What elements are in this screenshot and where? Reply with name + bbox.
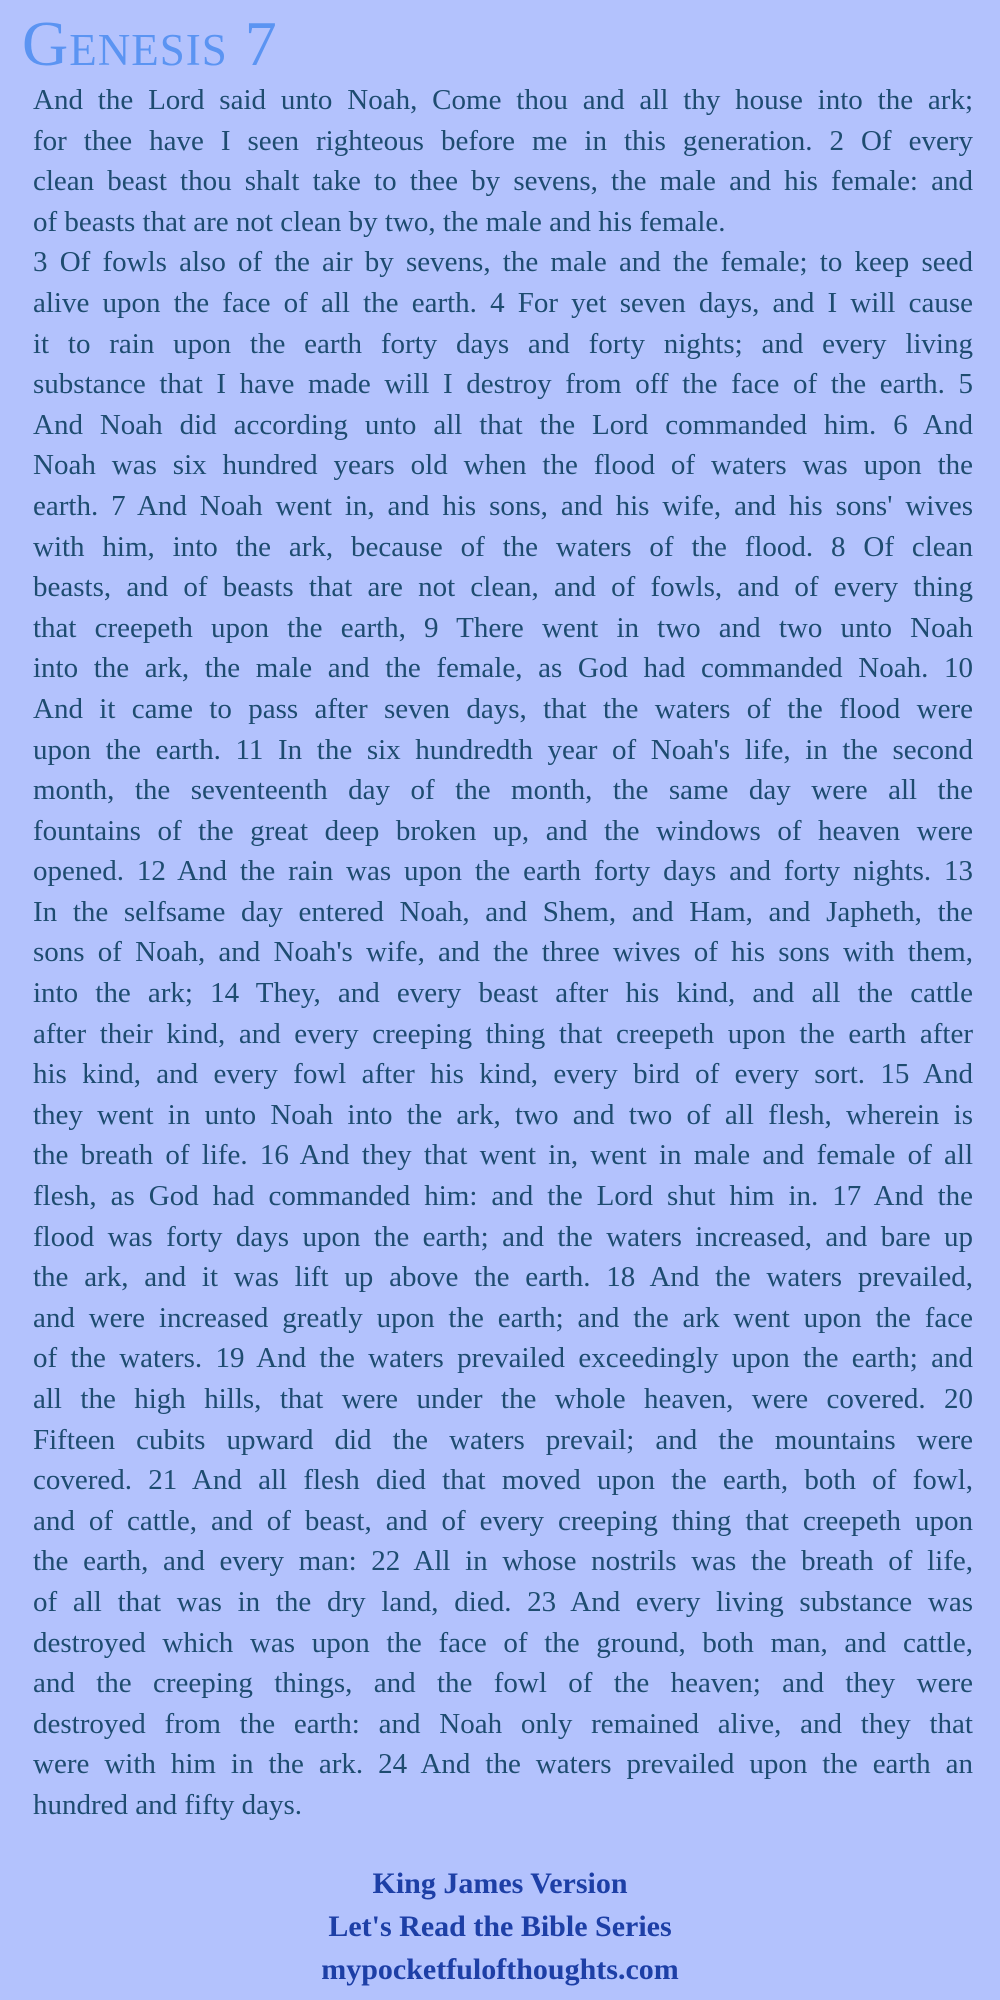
passage-line: earth. 7 And Noah went in, and his sons, and his wife, and his sons' wives: [33, 489, 973, 522]
passage-line: it to rain upon the earth forty days and forty nights; and every living: [33, 327, 973, 360]
passage-line: and of cattle, and of beast, and of every creeping thing that creepeth upon: [33, 1504, 973, 1537]
passage-line: fountains of the great deep broken up, and the windows of heaven were: [33, 814, 973, 847]
passage-line: month, the seventeenth day of the month, the same day were all the: [33, 774, 973, 807]
passage-line: Fifteen cubits upward did the waters prevail; and the mountains were: [33, 1423, 973, 1456]
footer-series: Let's Read the Bible Series: [328, 1910, 672, 1943]
passage-line: were with him in the ark. 24 And the waters prevailed upon the earth an: [33, 1748, 973, 1781]
passage-line: covered. 21 And all flesh died that moved upon the earth, both of fowl,: [33, 1464, 973, 1497]
passage-line: destroyed which was upon the face of the ground, both man, and cattle,: [33, 1626, 973, 1659]
passage-line: hundred and fifty days.: [33, 1788, 302, 1821]
passage-line: of all that was in the dry land, died. 23 And every living substance was: [33, 1585, 973, 1618]
passage-line: the earth, and every man: 22 All in whose nostrils was the breath of life,: [33, 1545, 973, 1578]
passage-line: and the creeping things, and the fowl of the heaven; and they were: [33, 1667, 973, 1700]
passage-line: that creepeth upon the earth, 9 There went in two and two unto Noah: [33, 611, 973, 644]
passage-line: all the high hills, that were under the whole heaven, were covered. 20: [33, 1383, 973, 1415]
passage-line: substance that I have made will I destroy from off the face of the earth. 5: [33, 368, 973, 401]
passage-line: upon the earth. 11 In the six hundredth year of Noah's life, in the second: [33, 733, 973, 766]
passage-line: into the ark, the male and the female, as God had commanded Noah. 10: [33, 652, 973, 685]
passage-line: alive upon the face of all the earth. 4 For yet seven days, and I will cause: [33, 286, 973, 319]
passage-line: they went in unto Noah into the ark, two and two of all flesh, wherein is: [33, 1098, 973, 1131]
passage-line: 3 Of fowls also of the air by sevens, the male and the female; to keep seed: [33, 246, 973, 279]
passage-line: and were increased greatly upon the earth; and the ark went upon the face: [33, 1301, 973, 1334]
passage-line: the ark, and it was lift up above the earth. 18 And the waters prevailed,: [33, 1261, 973, 1294]
footer: [0, 1862, 1000, 1991]
passage-line: flood was forty days upon the earth; and the waters increased, and bare up: [33, 1220, 973, 1253]
passage-line: sons of Noah, and Noah's wife, and the three wives of his sons with them,: [33, 936, 973, 969]
passage-line: for thee have I seen righteous before me in this generation. 2 Of every: [33, 124, 973, 157]
footer-website: mypocketfulofthoughts.com: [321, 1953, 679, 1986]
passage-line: opened. 12 And the rain was upon the earth forty days and forty nights. 13: [33, 855, 973, 888]
passage-line: Noah was six hundred years old when the flood of waters was upon the: [33, 449, 973, 482]
passage-line: And Noah did according unto all that the Lord commanded him. 6 And: [33, 408, 973, 441]
passage-line: beasts, and of beasts that are not clean, and of fowls, and of every thing: [33, 571, 973, 604]
passage-line: In the selfsame day entered Noah, and Shem, and Ham, and Japheth, the: [33, 895, 973, 928]
passage-line: of beasts that are not clean by two, the male and his female.: [33, 205, 726, 238]
passage-line: clean beast thou shalt take to thee by sevens, the male and his female: and: [33, 165, 973, 198]
passage-line: with him, into the ark, because of the waters of the flood. 8 Of clean: [33, 530, 973, 563]
passage-line: his kind, and every fowl after his kind, every bird of every sort. 15 And: [33, 1058, 973, 1091]
passage-line: the breath of life. 16 And they that went in, went in male and female of all: [33, 1139, 973, 1172]
chapter-heading: Genesis 7: [22, 8, 278, 79]
passage-line: flesh, as God had commanded him: and the Lord shut him in. 17 And the: [33, 1180, 973, 1213]
passage-line: into the ark; 14 They, and every beast after his kind, and all the cattle: [33, 977, 973, 1010]
footer-version: King James Version: [372, 1867, 628, 1900]
passage-line: And the Lord said unto Noah, Come thou and all thy house into the ark;: [33, 84, 973, 116]
passage-line: destroyed from the earth: and Noah only remained alive, and they that: [33, 1707, 973, 1740]
passage-line: of the waters. 19 And the waters prevailed exceedingly upon the earth; and: [33, 1342, 973, 1375]
passage-text: [33, 80, 973, 1826]
passage-line: after their kind, and every creeping thing that creepeth upon the earth after: [33, 1017, 973, 1050]
passage-line: And it came to pass after seven days, that the waters of the flood were: [33, 692, 973, 725]
